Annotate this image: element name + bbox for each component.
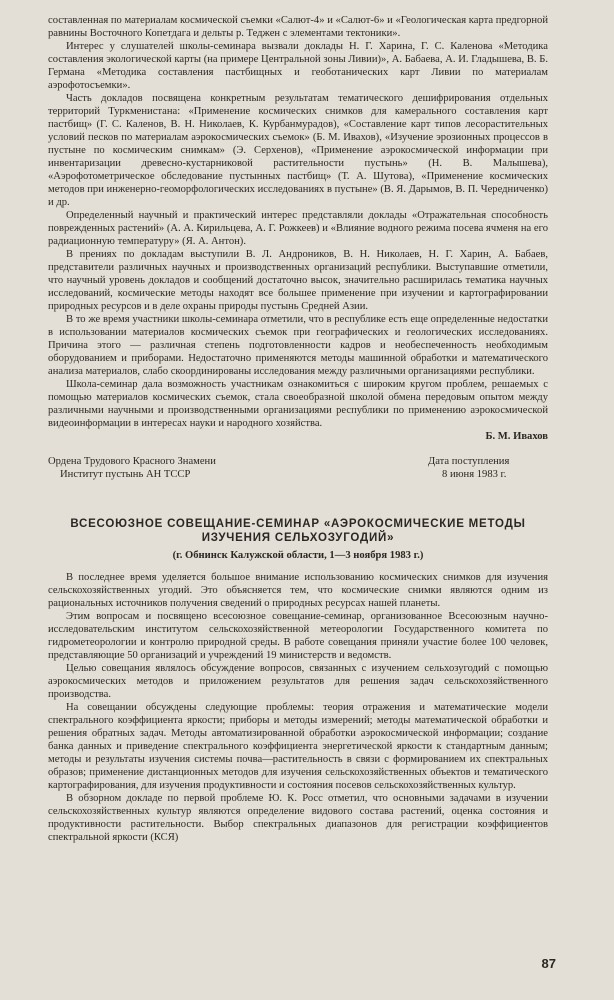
author-signature: Б. М. Ивахов — [485, 431, 548, 442]
paragraph: составленная по материалам космической съемки «Салют-4» и «Салют-6» и «Геологическая карта предгорной равнины Восточного Копетдага и дельты р. Теджен с элементами тектоники». — [48, 15, 548, 39]
article-subtitle: (г. Обнинск Калужской области, 1—3 ноября 1983 г.) — [172, 550, 424, 561]
received-label: Дата поступления — [428, 456, 510, 467]
paragraph: На совещании обсуждены следующие проблемы: теория отражения и математические модели спектрального коэффициента яркости; приборы и методы измерений; методы математической обработки и решения обратных задач. Методы автоматизированной обработки аэрокосмической информации; создание банка данных и приведение спектрального коэффициента энергетической яркости к стандартным данным; методы и результаты изучения системы почва—растительность в связи с формированием их спектральных образов; применение дистанционных методов для изучения сельскохозяйственных объектов и тематического картографирования, для изучения продуктивности и состояния посевов сельскохозяйственных культур. — [48, 702, 548, 791]
article-title — [48, 517, 548, 545]
paragraph: В прениях по докладам выступили В. Л. Андроников, В. Н. Николаев, Н. Г. Харин, А. Бабаев, представители различных научных и производственных организаций республики. Выступавшие отметили, что научный уровень докладов и сообщений достаточно высок, значительно расширилась тематика научных исследований, космические методы находят все большее применение при изучении и картографировании природных ресурсов и в деле охраны природы пустынь Средней Азии. — [48, 249, 548, 312]
paragraph: Школа-семинар дала возможность участникам ознакомиться с широким кругом проблем, решаемых с помощью материалов космических съемок, стала своеобразной школой обмена передовым опытом между различными научными и производственными организациями республики по применению аэрокосмической видеоинформации в интересах науки и народного хозяйства. — [48, 379, 548, 429]
paragraph: В последнее время уделяется большое внимание использованию космических снимков для изучения сельскохозяйственных угодий. Это объясняется тем, что космические снимки являются одним из рациональных источников получения сведений о природных ресурсах нашей планеты. — [48, 572, 548, 609]
title-line: ВСЕСОЮЗНОЕ СОВЕЩАНИЕ-СЕМИНАР «АЭРОКОСМИЧЕСКИЕ МЕТОДЫ — [70, 518, 526, 530]
received-date-block — [428, 455, 548, 481]
page-number: 87 — [541, 956, 556, 971]
title-line: ИЗУЧЕНИЯ СЕЛЬХОЗУГОДИЙ» — [201, 532, 395, 544]
paragraph: В обзорном докладе по первой проблеме Ю. К. Росс отметил, что основными задачами в изучении сельскохозяйственных культур являются определение видового состава растений, оценка состояния и продуктивности растительности. Выбор спектральных диапазонов для регистрации коэффициентов спектральной яркости (КСЯ) — [48, 793, 548, 843]
institution-line: Институт пустынь АН ТССР — [60, 469, 191, 480]
received-date: 8 июня 1983 г. — [442, 469, 507, 480]
text-column — [48, 14, 548, 844]
paragraph: Интерес у слушателей школы-семинара вызвали доклады Н. Г. Харина, Г. С. Каленова «Методика составления экологической карты (на примере Центральной зоны Ливии)», А. Бабаева, А. И. Гладышева, В. Б. Германа «Методика составления пастбищных и геоботанических карт Ливии по материалам аэрофотосъемки». — [48, 41, 548, 91]
paragraph: Часть докладов посвящена конкретным результатам тематического дешифрирования отдельных территорий Туркменистана: «Применение космических снимков для камерального составления карт пастбищ» (Г. С. Каленов, В. Н. Николаев, К. Курбанмурадов), «Составление карт типов лесорастительных условий песков по материалам аэрокосмических съемок» (Б. М. Ивахов), «Изучение эрозионных процессов в пустыне по космическим снимкам» (Э. Серхенов), «Применение аэрокосмической информации при инвентаризации древесно-кустарниковой растительности пустынь» (Н. В. Малышева), «Аэрофотометрическое обследование пустынных пастбищ» (Т. А. Шутова), «Применение космических методов при инженерно-геоморфологических исследованиях в пустыне» (В. Я. Дарымов, В. П. Чередниченко) и др. — [48, 93, 548, 208]
paragraph: В то же время участники школы-семинара отметили, что в республике есть еще определенные недостатки в использовании материалов космических съемок при географических и геологических исследованиях. Причина этого — различная степень подготовленности кадров и необеспеченность необходимым оборудованием и приборами. Недостаточно применяются методы машинной обработки и математического анализа материалов, слабо скоординированы исследования между различными организациями республики. — [48, 314, 548, 377]
institution-line: Ордена Трудового Красного Знамени — [48, 456, 216, 467]
paragraph: Определенный научный и практический интерес представляли доклады «Отражательная способность поврежденных растений» (А. А. Кирильцева, А. Г. Рожкеев) и «Влияние водного режима посева ячменя на его радиационную температуру» (Я. А. Антон). — [48, 210, 548, 247]
paragraph: Целью совещания являлось обсуждение вопросов, связанных с изучением сельхозугодий с помощью аэрокосмических методов и приложением результатов для решения задач сельскохозяйственного производства. — [48, 663, 548, 700]
paragraph: Этим вопросам и посвящено всесоюзное совещание-семинар, организованное Всесоюзным научно-исследовательским институтом сельскохозяйственной метеорологии Государственного комитета по гидрометеорологии и контролю природной среды. В работе совещания приняли участие более 100 человек, представляющие 50 организаций и учреждений 19 министерств и ведомств. — [48, 611, 548, 661]
affiliation-footer — [48, 455, 548, 481]
institution-block — [48, 455, 216, 481]
